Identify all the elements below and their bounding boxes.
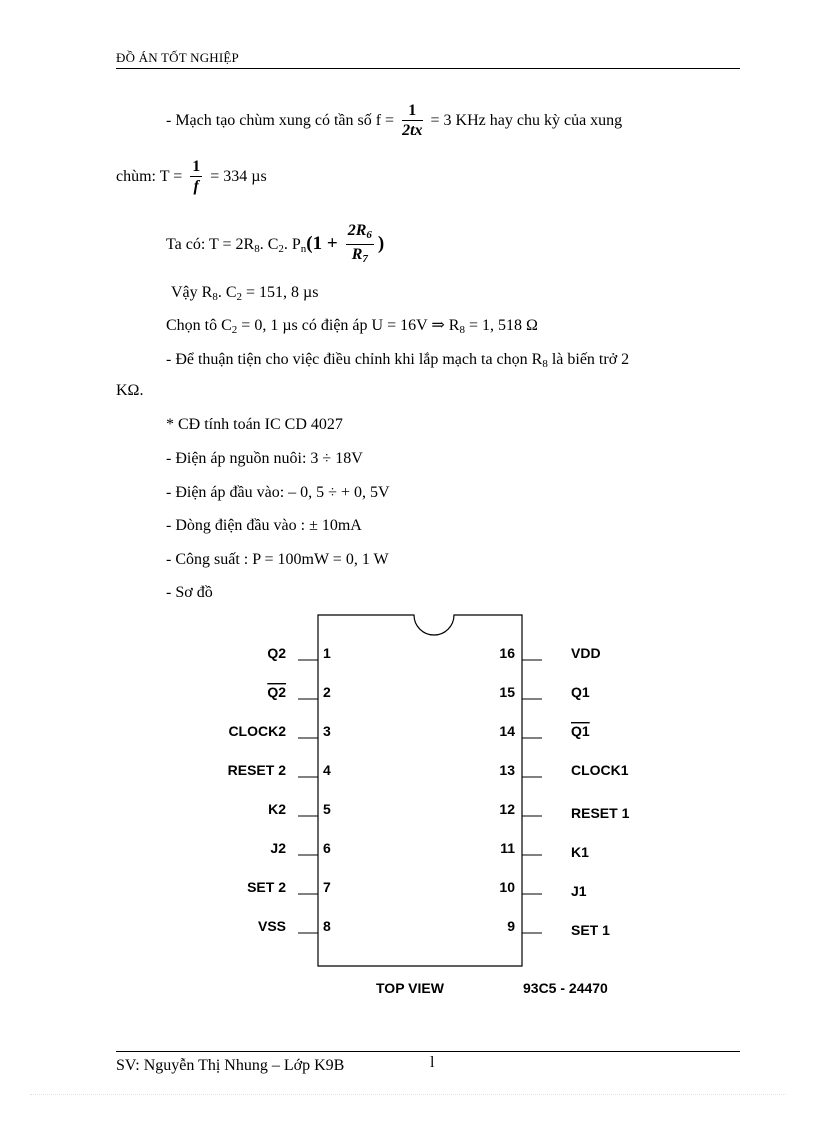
text: - Để thuận tiện cho việc điều chỉnh khi lắp mạch ta chọn R [166, 351, 543, 368]
diagram-caption-code: 93C5 - 24470 [523, 980, 608, 996]
pin-number-right: 14 [499, 723, 515, 739]
para-ic-title: * CĐ tính toán IC CD 4027 [166, 416, 343, 433]
fraction-numerator: 1 [192, 158, 201, 175]
ic-package-outline [318, 615, 522, 966]
pin-label-right: Q1 [571, 684, 590, 700]
pin-number-left: 1 [323, 645, 331, 661]
fraction-denominator-sub: 7 [362, 253, 368, 265]
pin-label-right: J1 [571, 883, 587, 899]
formula-text: . C [259, 236, 279, 254]
pin-number-right: 16 [499, 645, 515, 661]
text: là biến trở 2 [547, 351, 630, 368]
sub: 2 [236, 291, 242, 303]
fraction-numerator: 2R [347, 222, 367, 239]
pin-label-right: VDD [571, 645, 601, 661]
sub: 8 [459, 324, 465, 336]
para-frequency-prefix: - Mạch tạo chùm xung có tần số f = [166, 112, 395, 130]
pin-label-left: CLOCK2 [228, 723, 286, 739]
pin-number-right: 10 [499, 879, 515, 895]
pin-number-right: 11 [500, 840, 515, 856]
pin-label-left: J2 [270, 840, 286, 856]
para-input-voltage: - Điện áp đầu vào: – 0, 5 ÷ + 0, 5V [166, 484, 390, 501]
formula-sub: 8 [254, 243, 260, 256]
pin-label-left: Q2 [267, 684, 286, 700]
fraction-numerator-sub: 6 [366, 229, 372, 241]
sub: 8 [542, 358, 548, 370]
text: = 0, 1 µs có điện áp U = 16V ⇒ R [237, 317, 460, 334]
footer-author: SV: Nguyễn Thị Nhung – Lớp K9B [116, 1057, 345, 1074]
para-period-suffix: = 334 µs [210, 168, 267, 186]
pin-number-left: 7 [323, 879, 331, 895]
pin-label-left: SET 2 [247, 879, 286, 895]
para-supply-voltage: - Điện áp nguồn nuôi: 3 ÷ 18V [166, 450, 363, 467]
fraction-denominator: 2tx [402, 122, 423, 139]
formula-text: Ta có: T = 2R [166, 236, 255, 254]
fraction-denominator: R [351, 246, 363, 263]
pin-label-left: RESET 2 [227, 762, 286, 778]
formula-sub: n [300, 243, 307, 256]
text: . C [217, 284, 237, 301]
fraction-numerator: 1 [402, 102, 422, 121]
diagram-caption-top-view: TOP VIEW [376, 980, 444, 996]
sub: 2 [231, 324, 238, 336]
formula-sub: 2 [278, 243, 284, 256]
pin-number-left: 6 [323, 840, 331, 856]
text: Vậy R [171, 284, 213, 301]
text: = 151, 8 µs [242, 284, 319, 301]
formula-paren-close: ) [377, 233, 385, 255]
pin-number-right: 9 [507, 918, 515, 934]
footer-rule [116, 1051, 740, 1052]
page-bottom-dotted-line [30, 1094, 786, 1095]
pin-label-left: VSS [257, 918, 286, 934]
formula-text: . P [283, 236, 301, 254]
text: = 1, 518 Ω [464, 317, 538, 334]
pin-number-right: 13 [499, 762, 515, 778]
pin-label-right: RESET 1 [571, 805, 630, 821]
pin-number-right: 12 [499, 801, 515, 817]
pin-label-right: K1 [571, 844, 589, 860]
para-input-current: - Dòng điện đầu vào : ± 10mA [166, 517, 362, 534]
para-period-prefix: chùm: T = [116, 168, 183, 186]
para-adjust-cont: KΩ. [116, 382, 144, 399]
pin-number-left: 5 [323, 801, 331, 817]
pin-label-right: SET 1 [571, 922, 610, 938]
page-header-title: ĐỒ ÁN TỐT NGHIỆP [116, 50, 239, 65]
pin-label-left: K2 [268, 801, 286, 817]
sub: 8 [212, 291, 218, 303]
para-diagram-label: - Sơ đồ [166, 584, 213, 601]
fraction-denominator: f [193, 178, 199, 195]
footer-page-number: l [430, 1054, 435, 1071]
pin-number-left: 2 [323, 684, 331, 700]
formula-paren-open: (1 + [306, 233, 338, 255]
pin-label-right: CLOCK1 [571, 762, 629, 778]
para-frequency-suffix: = 3 KHz hay chu kỳ của xung [430, 112, 623, 130]
pin-label-right: Q1 [571, 723, 590, 739]
pin-number-left: 8 [323, 918, 331, 934]
pin-label-left: Q2 [267, 645, 286, 661]
text: Chọn tô C [166, 317, 232, 334]
para-power: - Công suất : P = 100mW = 0, 1 W [166, 551, 389, 568]
pin-number-left: 3 [323, 723, 331, 739]
pin-number-right: 15 [499, 684, 515, 700]
pin-number-left: 4 [323, 762, 331, 778]
